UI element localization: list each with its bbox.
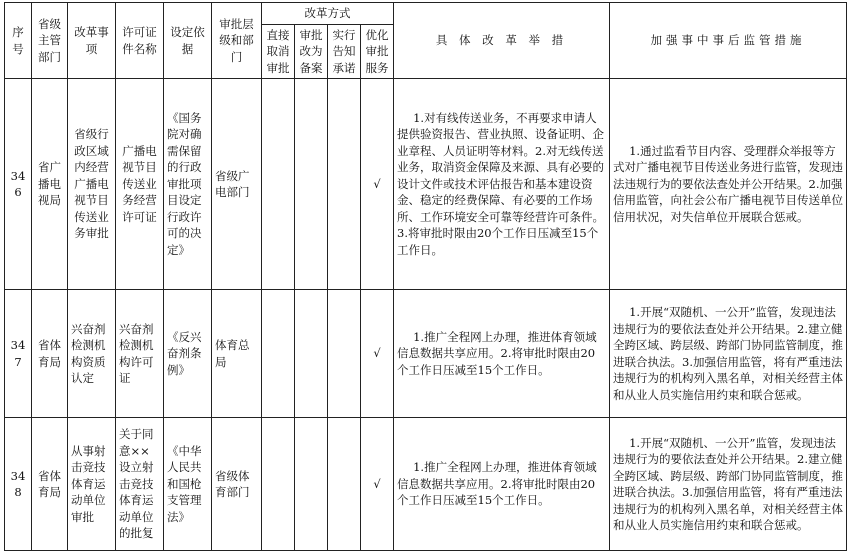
table-body [5,79,847,551]
row-mark-cancel [262,79,295,290]
row-mark-commitment [328,290,361,418]
row-license: 关于同意××设立射击竞技体育运动单位的批复 [116,418,164,551]
table-row [5,290,847,418]
row-item: 从事射击竞技体育运动单位审批 [68,418,116,551]
header-mode-commitment: 实行告知承诺 [328,24,361,79]
row-mark-filing [295,418,328,551]
table-row [5,79,847,290]
header-basis: 设定依据 [164,3,212,79]
row-mark-optimize: √ [361,418,394,551]
row-mark-optimize: √ [361,290,394,418]
row-mark-optimize: √ [361,79,394,290]
table-row [5,418,847,551]
row-supervision: 1.通过监看节目内容、受理群众举报等方式对广播电视节目传送业务进行监管，发现违法违规行为的要依法查处并公开结果。2.加强信用监管，向社会公布广播电视节目传送单位信用状况，对失信单位开展联合惩戒。 [610,79,847,290]
table-header [5,3,847,79]
row-item: 兴奋剂检测机构资质认定 [68,290,116,418]
header-seq: 序号 [5,3,32,79]
row-mark-cancel [262,418,295,551]
row-dept: 省体育局 [32,290,68,418]
row-seq: 348 [5,418,32,551]
row-seq: 346 [5,79,32,290]
row-level: 省级体育部门 [212,418,262,551]
row-supervision: 1.开展“双随机、一公开”监管，发现违法违规行为的要依法查处并公开结果。2.建立健全跨区域、跨层级、跨部门协同监管制度，推进联合执法。3.加强信用监管，将有严重违法违规行为的机构列入黑名单，对相关经营主体和从业人员实施信用约束和联合惩戒。 [610,418,847,551]
header-license: 许可证件名称 [116,3,164,79]
row-level: 省级广电部门 [212,79,262,290]
row-item: 省级行政区域内经营广播电视节目传送业务审批 [68,79,116,290]
header-mode-filing: 审批改为备案 [295,24,328,79]
reform-items-table [4,2,847,551]
row-mark-filing [295,290,328,418]
header-item: 改革事项 [68,3,116,79]
row-supervision: 1.开展“双随机、一公开”监管，发现违法违规行为的要依法查处并公开结果。2.建立健全跨区域、跨层级、跨部门协同监管制度，推进联合执法。3.加强信用监管，将有严重违法违规行为的机构列入黑名单，对相关经营主体和从业人员实施信用约束和联合惩戒。 [610,290,847,418]
row-measures: 1.对有线传送业务，不再要求申请人提供验资报告、营业执照、设备证明、企业章程、人员证明等材料。2.对无线传送业务，取消资金保障及来源、具有必要的设计文件或技术评估报告和基本建设资金、稳定的经费保障、有必要的工作场所、工作环境安全可靠等经营许可条件。3.将审批时限由20个工作日压减至15个工作日。 [394,79,610,290]
row-mark-filing [295,79,328,290]
document-page [4,2,847,551]
row-measures: 1.推广全程网上办理，推进体育领域信息数据共享应用。2.将审批时限由20个工作日压减至15个工作日。 [394,418,610,551]
header-level: 审批层级和部门 [212,3,262,79]
row-measures: 1.推广全程网上办理，推进体育领域信息数据共享应用。2.将审批时限由20个工作日压减至15个工作日。 [394,290,610,418]
row-mark-commitment [328,79,361,290]
header-mode-cancel: 直接取消审批 [262,24,295,79]
row-mark-commitment [328,418,361,551]
row-mark-cancel [262,290,295,418]
header-dept: 省级主管部门 [32,3,68,79]
row-dept: 省广播电视局 [32,79,68,290]
header-reform-mode: 改革方式 [262,3,394,25]
row-license: 兴奋剂检测机构许可证 [116,290,164,418]
header-mode-optimize: 优化审批服务 [361,24,394,79]
row-basis: 《中华人民共和国枪支管理法》 [164,418,212,551]
header-measures: 具 体 改 革 举 措 [394,3,610,79]
row-level: 体育总局 [212,290,262,418]
row-license: 广播电视节目传送业务经营许可证 [116,79,164,290]
row-basis: 《国务院对确需保留的行政审批项目设定行政许可的决定》 [164,79,212,290]
row-seq: 347 [5,290,32,418]
row-basis: 《反兴奋剂条例》 [164,290,212,418]
row-dept: 省体育局 [32,418,68,551]
header-supervision: 加强事中事后监管措施 [610,3,847,79]
